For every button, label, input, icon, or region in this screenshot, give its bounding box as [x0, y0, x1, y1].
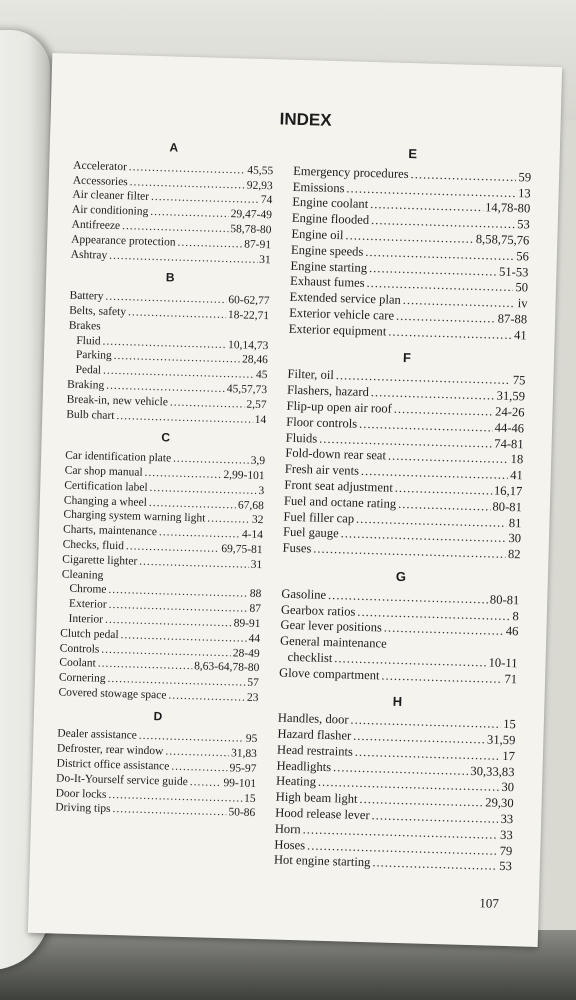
index-pages: 14 — [254, 413, 267, 426]
index-pages: 2,57 — [246, 398, 267, 411]
index-pages: 79 — [499, 843, 513, 858]
index-term: Extended service plan — [289, 289, 402, 308]
index-pages: 30,33,83 — [470, 763, 515, 779]
index-pages: 87-88 — [497, 311, 528, 327]
index-term: Head restraints — [276, 742, 354, 759]
index-term: Engine speeds — [290, 242, 364, 259]
index-pages: 23 — [246, 691, 259, 704]
index-term: Chrome — [69, 583, 107, 597]
index-term: Air conditioning — [71, 203, 149, 218]
index-pages: 28-49 — [232, 646, 260, 660]
dot-leader — [139, 554, 249, 572]
index-pages: 89-91 — [233, 617, 261, 630]
index-pages: 59 — [518, 169, 532, 185]
index-term: Clutch pedal — [60, 627, 119, 641]
dot-leader — [388, 324, 512, 343]
dot-leader — [207, 512, 250, 528]
index-pages: 10,14,73 — [227, 338, 269, 352]
index-pages: 51-53 — [498, 264, 529, 280]
index-term: High beam light — [275, 789, 358, 807]
index-pages: 88 — [249, 588, 262, 601]
index-pages: 28,46 — [241, 353, 269, 367]
index-pages: 33 — [499, 827, 513, 843]
index-term: Hood release lever — [275, 805, 370, 823]
index-pages: 56 — [516, 248, 530, 264]
index-term: Covered stowage space — [58, 686, 167, 702]
index-pages: 45,55 — [247, 164, 274, 178]
index-term: Exterior equipment — [288, 321, 387, 339]
index-term: Hazard flasher — [277, 726, 352, 743]
index-term: Interior — [68, 612, 104, 626]
dot-leader — [372, 856, 497, 875]
index-term: Defroster, rear window — [56, 742, 164, 758]
index-pages: 87-91 — [244, 238, 272, 252]
index-column-right — [274, 134, 532, 876]
dot-leader — [128, 305, 226, 323]
index-term: Brakes — [68, 319, 101, 333]
index-pages: 8,63-64,78-80 — [193, 660, 260, 675]
index-pages: 30 — [501, 780, 515, 795]
index-page — [28, 53, 562, 947]
index-pages: 50-86 — [228, 806, 256, 820]
index-term: Pedal — [75, 363, 102, 377]
index-pages: 24-26 — [494, 404, 525, 420]
index-term: Fold-down rear seat — [285, 446, 387, 463]
index-pages: 44-46 — [494, 420, 525, 436]
index-pages: 8,58,75,76 — [475, 231, 530, 248]
dot-leader — [109, 248, 257, 267]
index-pages: 75 — [512, 373, 526, 388]
index-term: Hoses — [274, 837, 306, 853]
index-term: Flashers, hazard — [286, 382, 370, 400]
index-term: Flip-up open air roof — [286, 398, 393, 416]
index-term: Fresh air vents — [284, 461, 360, 478]
index-pages: 67,68 — [237, 498, 264, 512]
index-term: Coolant — [59, 656, 96, 670]
index-pages: 14,78-80 — [484, 200, 531, 216]
index-pages: 15 — [243, 792, 256, 805]
index-term: Fuel and octane rating — [283, 493, 397, 511]
index-pages: 74-81 — [494, 436, 524, 451]
index-pages: 45 — [255, 369, 268, 382]
index-term: Dealer assistance — [57, 727, 138, 743]
index-term: Certification label — [64, 479, 148, 494]
index-term: Car identification plate — [64, 449, 172, 465]
index-term: Controls — [59, 641, 100, 656]
index-term: Air cleaner filter — [72, 189, 150, 204]
index-pages: 95 — [245, 733, 258, 746]
index-pages: 15 — [503, 717, 517, 732]
index-term: Appearance protection — [71, 233, 176, 249]
index-pages: 71 — [504, 671, 518, 686]
index-term: Ashtray — [70, 248, 108, 262]
index-term: Do-It-Yourself service guide — [55, 772, 188, 788]
index-pages: 45,57,73 — [226, 383, 268, 397]
index-pages: 50 — [515, 280, 529, 295]
index-pages: 31,83 — [230, 747, 258, 761]
dot-leader — [381, 668, 502, 687]
index-term: General maintenance — [279, 633, 387, 651]
index-pages: 13 — [517, 185, 531, 201]
index-term: Exterior — [68, 597, 107, 611]
index-pages: 4-14 — [241, 528, 264, 542]
index-pages: 80-81 — [489, 592, 520, 608]
index-pages: 44 — [248, 632, 261, 645]
index-term: Door locks — [55, 787, 107, 801]
index-term: Filter, oil — [287, 367, 335, 383]
section-letter-c: C — [161, 430, 171, 445]
index-term: Break-in, new vehicle — [66, 393, 169, 409]
index-term: Braking — [66, 378, 105, 392]
index-term: Gasoline — [281, 586, 327, 602]
index-term: Belts, safety — [69, 304, 127, 319]
index-pages: 60-62,77 — [228, 294, 270, 308]
section-letter-e: E — [408, 146, 418, 162]
index-term: Engine flooded — [291, 210, 370, 228]
index-pages: 99-101 — [223, 776, 257, 790]
index-term: Fuel gauge — [282, 525, 339, 541]
index-term: Hot engine starting — [273, 853, 371, 870]
index-term: Checks, fluid — [62, 538, 125, 553]
index-term: Cornering — [58, 671, 106, 685]
index-term: Fluids — [285, 430, 318, 446]
index-term: Emergency procedures — [293, 163, 409, 181]
section-letter-h: H — [392, 693, 403, 709]
index-term: Handles, door — [277, 710, 349, 727]
index-pages: 2,99-101 — [223, 468, 265, 483]
index-pages: 18 — [510, 452, 524, 467]
index-term: Engine coolant — [292, 195, 369, 212]
index-term: Cigarette lighter — [62, 553, 138, 568]
index-pages: 53 — [516, 217, 530, 232]
index-pages: 10-11 — [488, 655, 518, 671]
index-pages: 58,78-80 — [230, 223, 272, 237]
index-term: Headlights — [276, 758, 332, 774]
index-pages: 57 — [247, 676, 260, 690]
page-number: 107 — [479, 895, 500, 911]
index-term: Charts, maintenance — [62, 523, 158, 539]
section-letter-f: F — [402, 349, 412, 365]
section-letter-b: B — [165, 270, 175, 285]
index-pages: 92,93 — [246, 179, 273, 192]
index-pages: 41 — [509, 468, 523, 483]
index-pages: 32 — [251, 514, 264, 527]
index-pages: 87 — [249, 602, 262, 616]
index-pages: 31 — [250, 558, 263, 571]
index-term: Exhaust fumes — [289, 274, 365, 291]
index-pages: 17 — [502, 748, 516, 764]
index-term: Accelerator — [73, 159, 128, 173]
section-letter-g: G — [395, 568, 407, 585]
index-term: Bulb chart — [66, 408, 115, 422]
index-column-left — [55, 132, 274, 822]
index-term: Changing a wheel — [63, 494, 148, 509]
index-term: Emissions — [292, 179, 345, 195]
index-term: Exterior vehicle care — [289, 305, 395, 323]
index-pages: 95-97 — [229, 762, 257, 776]
index-term: Gearbox ratios — [280, 602, 356, 619]
index-term: Fluid — [76, 334, 101, 348]
index-term: Fuel filler cap — [283, 509, 355, 526]
index-pages: 16,17 — [493, 483, 523, 499]
section-letter-a: A — [169, 140, 179, 155]
index-term: Battery — [69, 289, 104, 303]
index-pages: 29,30 — [485, 795, 514, 811]
index-pages: 41 — [513, 327, 527, 343]
index-pages: 82 — [507, 547, 521, 562]
index-pages: 3 — [258, 484, 265, 497]
dot-leader — [171, 760, 228, 776]
index-term: Horn — [274, 821, 301, 837]
index-term: Cleaning — [61, 568, 104, 582]
index-pages: 33 — [500, 811, 514, 827]
dot-leader — [116, 409, 253, 428]
dot-leader — [112, 802, 226, 820]
index-pages: 46 — [505, 624, 519, 639]
index-pages: 30 — [508, 531, 522, 546]
index-term: checklist — [287, 649, 333, 666]
index-pages: 18-22,71 — [227, 309, 270, 323]
index-pages: 74 — [260, 194, 273, 207]
index-pages: 29,47-49 — [230, 208, 273, 222]
index-term: Floor controls — [285, 414, 358, 431]
index-pages: 31,59 — [496, 388, 526, 404]
page-content — [48, 72, 542, 935]
dot-leader — [168, 688, 245, 705]
index-pages: 80-81 — [492, 499, 523, 515]
index-term: Accessories — [72, 174, 128, 188]
index-pages: 69,75-81 — [221, 542, 263, 557]
index-term: Car shop manual — [64, 464, 143, 479]
index-pages: 31 — [259, 253, 271, 266]
index-term: Charging system warning light — [63, 508, 206, 525]
index-term: Front seat adjustment — [284, 477, 394, 495]
page-title: INDEX — [279, 109, 332, 130]
index-term: Heating — [275, 774, 317, 790]
index-pages: 31,59 — [486, 732, 516, 748]
index-term: Glove compartment — [278, 665, 380, 683]
index-term: Driving tips — [55, 801, 111, 816]
index-term: Engine starting — [290, 258, 368, 275]
index-term: Engine oil — [291, 226, 344, 243]
index-term: Gear lever positions — [280, 617, 383, 635]
index-term: Fuses — [282, 540, 312, 556]
index-term: Parking — [75, 349, 112, 363]
index-pages: 53 — [499, 859, 513, 874]
section-letter-d: D — [153, 708, 163, 724]
dot-leader — [384, 621, 504, 640]
index-pages: 81 — [508, 515, 522, 530]
index-term: District office assistance — [56, 757, 170, 773]
index-term: Antifreeze — [71, 218, 121, 232]
index-pages: 3,9 — [250, 454, 266, 468]
index-pages: 8 — [512, 608, 520, 623]
index-pages: iv — [517, 296, 528, 311]
dot-leader — [190, 775, 222, 791]
